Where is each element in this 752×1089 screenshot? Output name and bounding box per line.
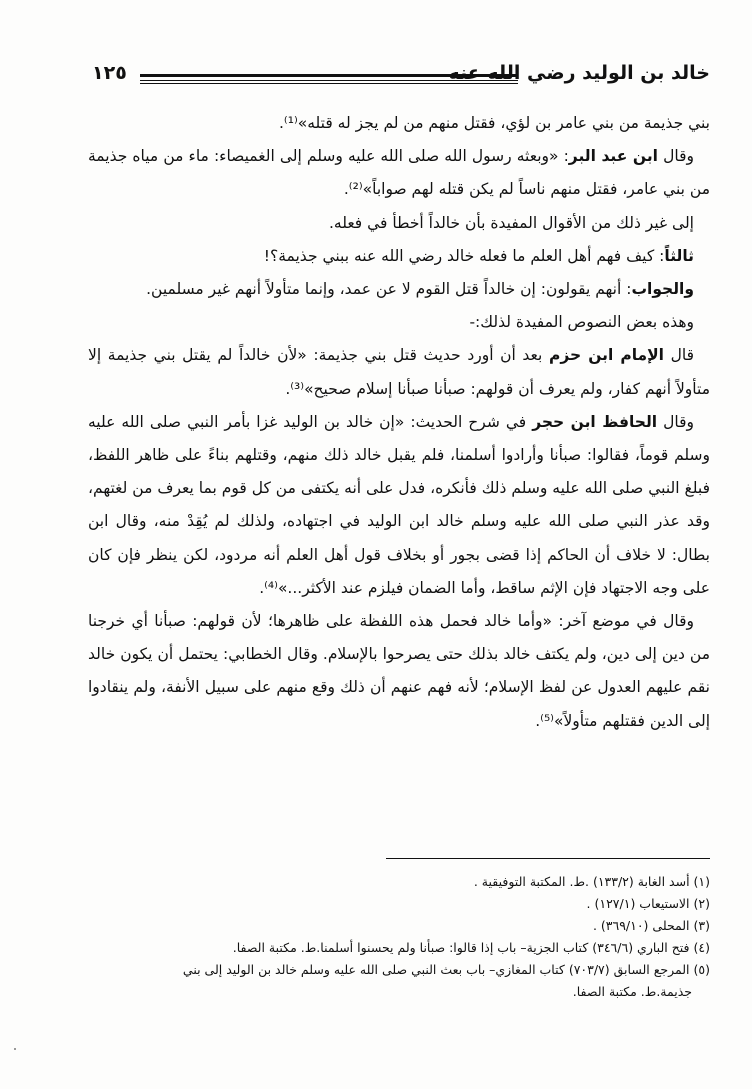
paragraph-3 <box>88 207 710 240</box>
paragraph-9 <box>88 605 710 738</box>
paragraph-6 <box>88 306 710 339</box>
heading-answer: والجواب <box>631 280 694 299</box>
running-title: خالد بن الوليد رضي الله عنه <box>448 62 710 84</box>
paragraph-2-lead: وقال <box>658 147 694 166</box>
paragraph-2-text: : «وبعثه رسول الله صلى الله عليه وسلم إلى الغميصاء: ماء من مياه جذيمة من بني عامر، فقتل منهم ناساً لم يكن قتله لهم صواباً»⁽²⁾. <box>88 147 710 199</box>
author-ibn-hajar: الحافظ ابن حجر <box>532 412 658 431</box>
paragraph-7 <box>88 339 710 405</box>
paragraph-1 <box>88 107 710 140</box>
paragraph-1-text: بني جذيمة من بني عامر بن لؤي، فقتل منهم من لم يجز له قتله»⁽¹⁾. <box>278 114 710 132</box>
paragraph-4 <box>88 240 710 273</box>
footnote-separator <box>386 858 710 859</box>
footnote-2: (٢) الاستيعاب (١٢٧/١) . <box>586 896 710 911</box>
footnote-5-continued: جذيمة.ط. مكتبة الصفا. <box>572 984 692 999</box>
footnotes <box>88 871 710 1003</box>
paragraph-6-text: وهذه بعض النصوص المفيدة لذلك:- <box>469 313 694 332</box>
paragraph-8 <box>88 406 710 605</box>
page-number: ١٢٥ <box>92 62 127 84</box>
paragraph-2 <box>88 140 710 206</box>
paragraph-9-text: وقال في موضع آخر: «وأما خالد فحمل هذه اللفظة على ظاهرها؛ لأن قولهم: صبأنا أي خرجنا من دين إلى دين، ولم يكتف خالد بذلك حتى يصرحوا بالإسلام. وقال الخطابي: يحتمل أن يكون خالد نقم عليهم العدول عن لفظ الإسلام؛ لأنه فهم عنهم أن ذلك وقع منهم على سبيل الأنفة، ولم ينقادوا إلى الدين فقتلهم متأولاً»⁽⁵⁾. <box>88 612 710 730</box>
paragraph-7-text: بعد أن أورد حديث قتل بني جذيمة: «لأن خالداً لم يقتل بني جذيمة إلا متأولاً أنهم كفار، ولم يعرف أن قولهم: صبأنا صبأنا إسلام صحيح»⁽³⁾. <box>88 346 710 398</box>
footnote-5: (٥) المرجع السابق (٧٠٣/٧) كتاب المغازي– باب بعث النبي صلى الله عليه وسلم خالد بن الوليد إلى بني <box>182 962 710 977</box>
page-header <box>88 60 710 100</box>
footnote-1: (١) أسد الغابة (١٣٣/٢) .ط. المكتبة التوفيقية . <box>473 874 710 889</box>
paragraph-3-text: إلى غير ذلك من الأقوال المفيدة بأن خالداً أخطأ في فعله. <box>328 213 694 232</box>
author-ibn-hazm: الإمام ابن حزم <box>548 346 664 365</box>
heading-thirdly: ثالثاً <box>664 246 694 265</box>
paragraph-7-lead: قال <box>664 346 695 365</box>
margin-dot <box>14 1048 16 1050</box>
footnote-3: (٣) المحلى (٣٦٩/١٠) . <box>592 918 710 933</box>
paragraph-8-text: في شرح الحديث: «إن خالد بن الوليد غزا بأمر النبي صلى الله عليه وسلم قوماً، فقالوا: صبأنا وأرادوا أسلمنا، فلم يقبل خالد ذلك منهم، وقتلهم بناءً على ظاهر اللفظ، فبلغ النبي صلى الله عليه وسلم ذلك فأنكره، فدل على أنه يكتفى من كل قوم بما يعرف من لغتهم، وقد عذر النبي صلى الله عليه وسلم خالد ابن الوليد في اجتهاده، ولذلك لم يُقِدْ منه، وقال ابن بطال: لا خلاف أن الحاكم إذا قضى بجور أو بخلاف قول أهل العلم أنه مردود، لكن ينظر فإن كان على وجه الاجتهاد فإن الإثم ساقط، وأما الضمان فيلزم عند الأكثر...»⁽⁴⁾. <box>88 412 710 597</box>
author-ibn-abd-albarr: ابن عبد البر <box>568 147 658 166</box>
paragraph-8-lead: وقال <box>657 412 694 431</box>
paragraph-5 <box>88 273 710 306</box>
footnote-4: (٤) فتح الباري (٣٤٦/٦) كتاب الجزية– باب إذا قالوا: صبأنا ولم يحسنوا أسلمنا.ط. مكتبة الصفا. <box>232 940 710 955</box>
paragraph-5-text: : أنهم يقولون: إن خالداً قتل القوم لا عن عمد، وإنما متأولاً أنهم غير مسلمين. <box>146 280 632 299</box>
paragraph-4-text: : كيف فهم أهل العلم ما فعله خالد رضي الله عنه ببني جذيمة؟! <box>263 246 665 265</box>
main-text <box>88 107 710 738</box>
